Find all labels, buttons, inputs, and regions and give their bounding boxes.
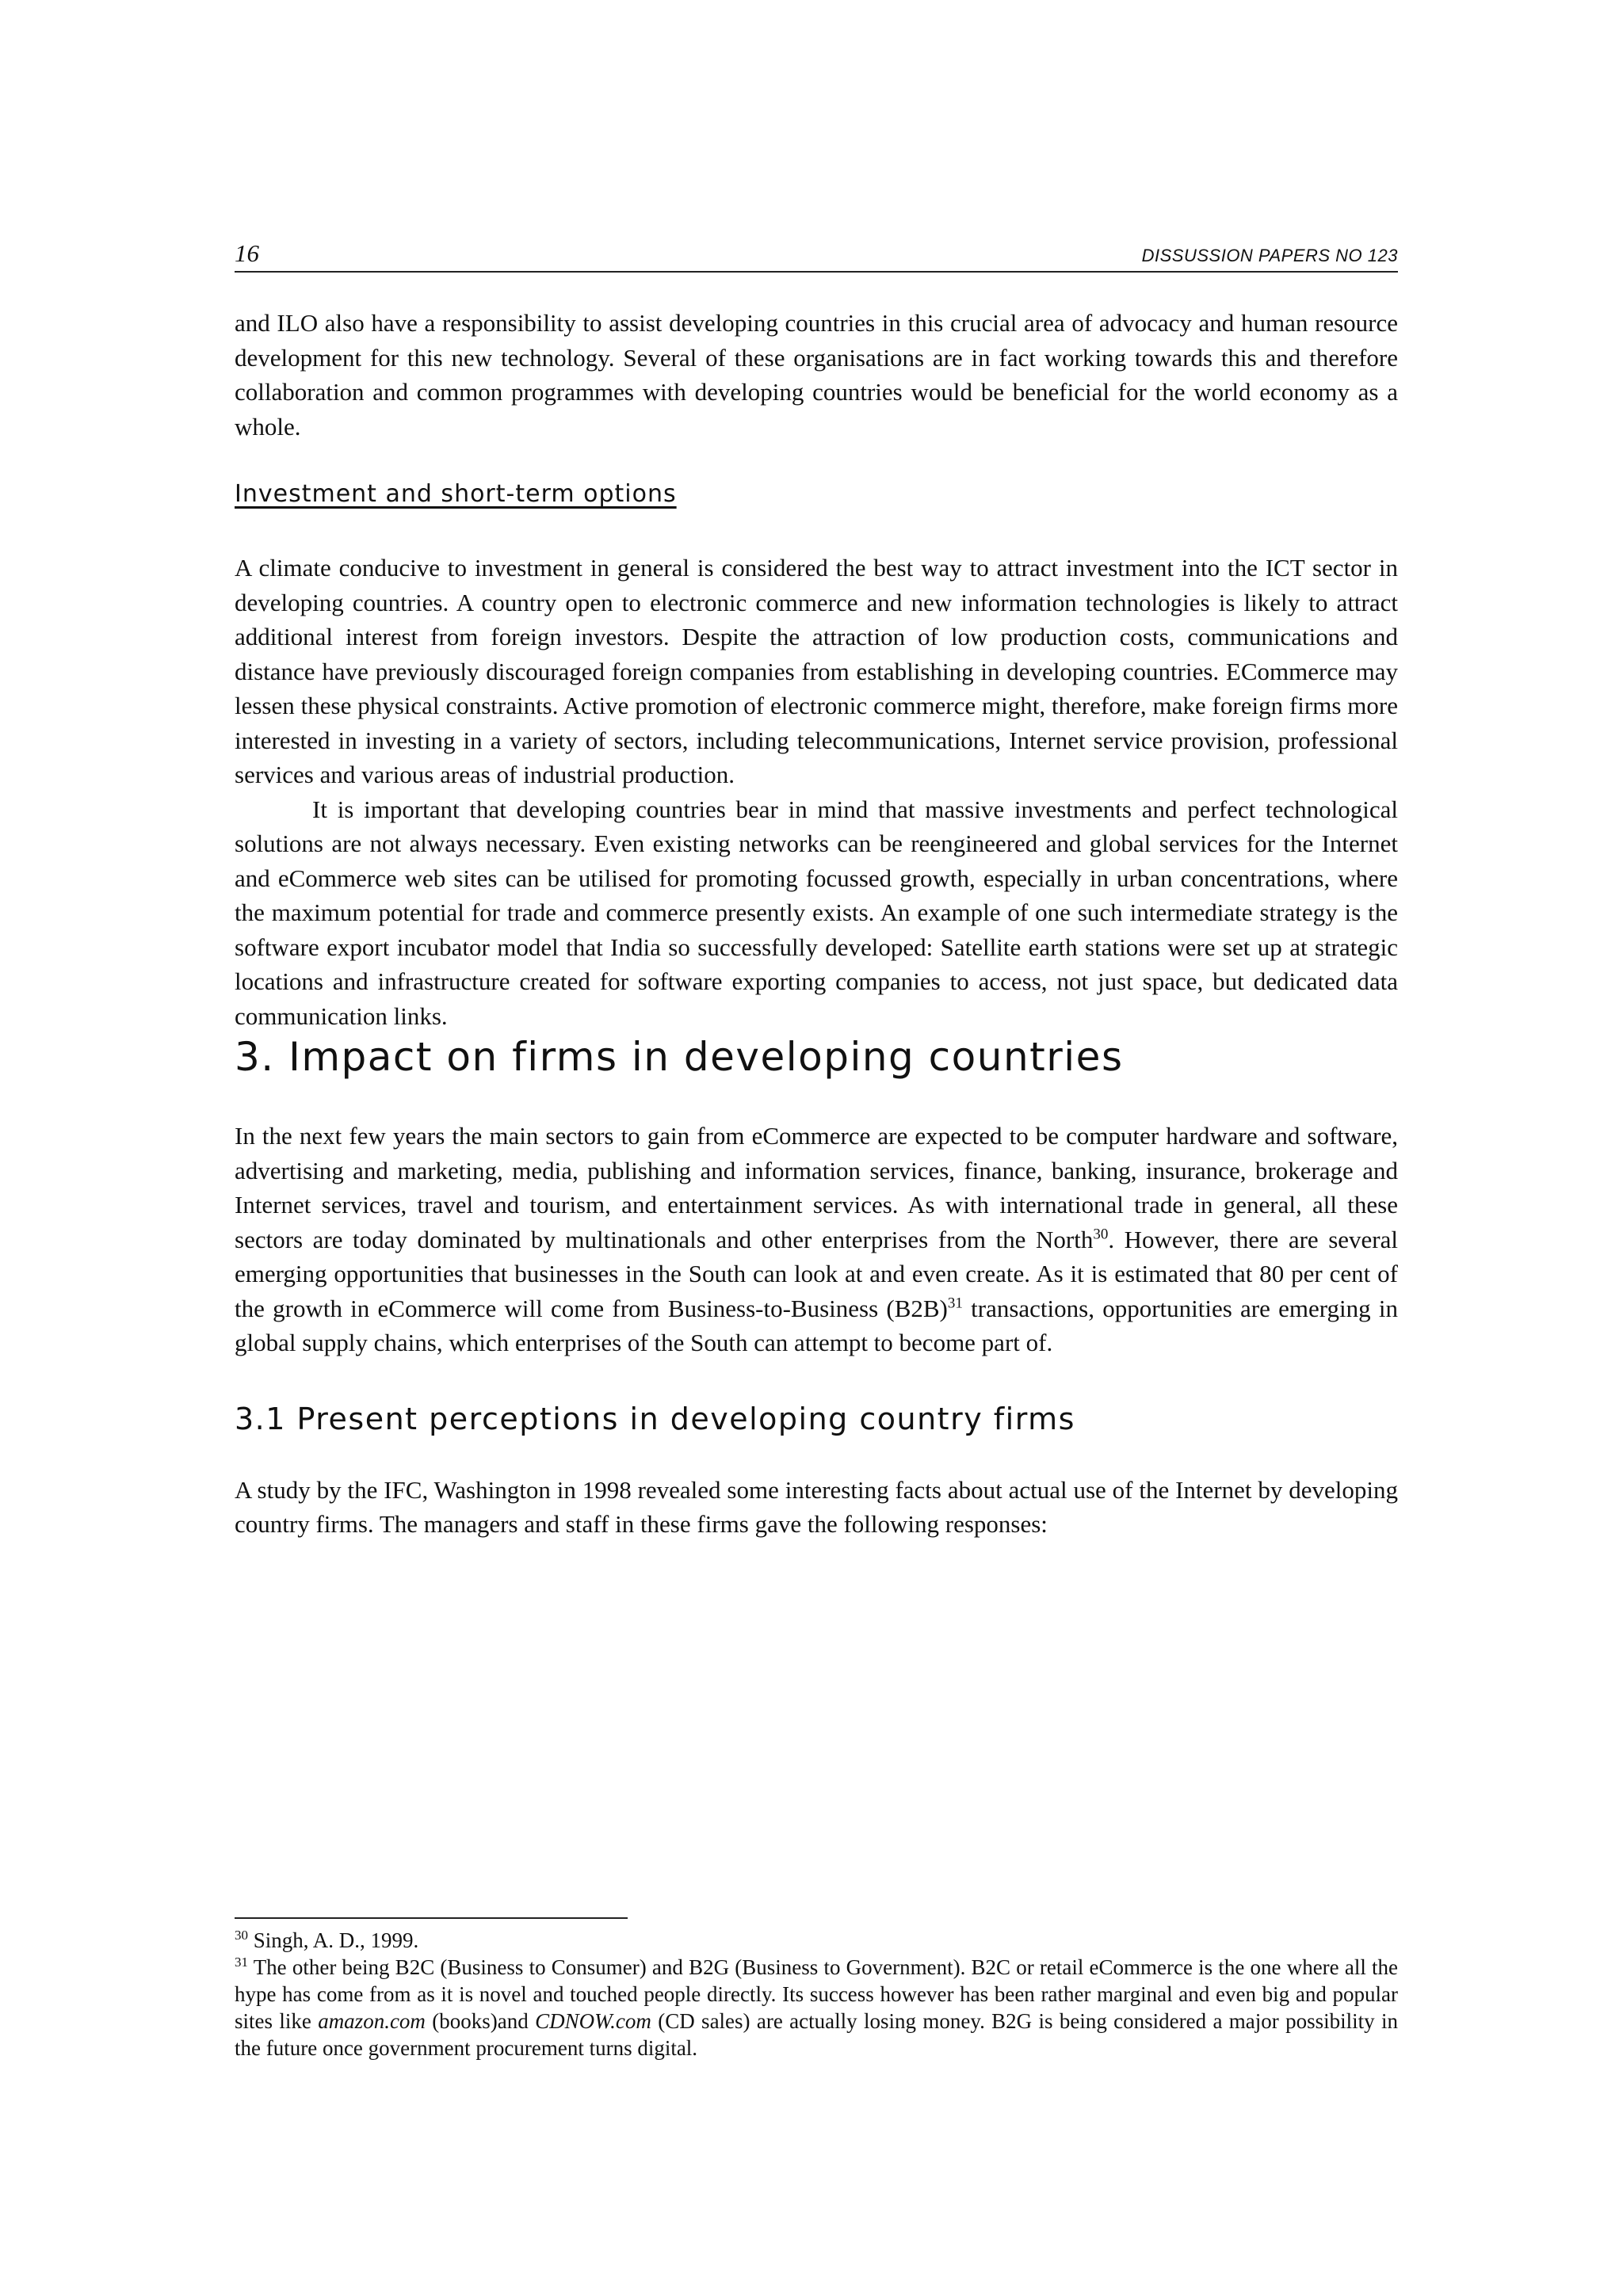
series-title: DISSUSSION PAPERS NO 123 — [1141, 246, 1398, 265]
running-header — [235, 238, 1398, 273]
footnote-divider — [235, 1917, 628, 1919]
footnote-31 — [235, 1954, 1398, 2061]
footnote-31-cdnow: CDNOW.com — [535, 2009, 651, 2033]
footnote-30-number: 30 — [235, 1928, 248, 1943]
footnote-ref-31[interactable]: 31 — [947, 1295, 963, 1312]
paragraph-intermediate-strategy: It is important that developing countries bear in mind that massive investments and perfect technological solutions are not always necessary. Even existing networks can be reengineered and global services for the Internet and eCommerce web sites can be utilised for promoting focussed growth, especially in urban concentrations, where the maximum potential for trade and commerce presently exists. An example of one such intermediate strategy is the software export incubator model that India so successfully developed: Satellite earth stations were set up at strategic locations and infrastructure created for software exporting companies to access, not just space, but dedicated data communication links. — [235, 795, 1398, 1030]
paragraph-main-sectors-part3: transactions, opportunities are emerging in global supply chains, which enterprises of the South can attempt to become part of. — [235, 1294, 1398, 1356]
section-heading-3: 3. Impact on firms in developing countries — [235, 1034, 1124, 1080]
footnote-30 — [235, 1927, 1398, 1954]
paragraph-main-sectors-part1: In the next few years the main sectors to gain from eCommerce are expected to be computer hardware and software, advertising and marketing, media, publishing and information services, finance, banking, insurance, brokerage and Internet services, travel and tourism, and entertainment services. As with international trade in general, all these sectors are today dominated by multinationals and other enterprises from the North — [235, 1122, 1398, 1253]
paragraph-advocacy: and ILO also have a responsibility to assist developing countries in this crucial area of advocacy and human resource development for this new technology. Several of these organisations are in fact working towards this and therefore collaboration and common programmes with developing countries would be beneficial for the world economy as a whole. — [235, 309, 1398, 441]
footnote-31-number: 31 — [235, 1955, 248, 1970]
footnotes — [235, 1917, 1398, 2061]
paragraph-main-sectors-part2: . However, there are several emerging opportunities that businesses in the South can look at and even create. As it is estimated that 80 per cent of the growth in eCommerce will come from Business-to-Business (B2B) — [235, 1225, 1398, 1322]
paragraph-main-sectors — [235, 1119, 1398, 1360]
page-number: 16 — [235, 239, 259, 267]
subheading-investment: Investment and short-term options — [235, 480, 677, 508]
footnote-30-text: Singh, A. D., 1999. — [248, 1928, 419, 1952]
footnote-31-text-part1: The other being B2C (Business to Consumer) and B2G (Business to Government). B2C or retail eCommerce is the one where all the hype has come from as it is novel and touched people directly. Its success however has been rather marginal and even big and popular sites like — [235, 1955, 1398, 2033]
footnote-31-amazon: amazon.com — [318, 2009, 426, 2033]
paragraph-investment-climate: A climate conducive to investment in general is considered the best way to attract investment into the ICT sector in developing countries. A country open to electronic commerce and new information technologies is likely to attract additional interest from foreign investors. Despite the attraction of low production costs, communications and distance have previously discouraged foreign companies from establishing in developing countries. ECommerce may lessen these physical constraints. Active promotion of electronic commerce might, therefore, make foreign firms more interested in investing in a variety of sectors, including telecommunications, Internet service provision, professional services and various areas of industrial production. — [235, 554, 1398, 788]
section-heading-3-1: 3.1 Present perceptions in developing country firms — [235, 1401, 1075, 1436]
footnote-31-text-part2: (books)and — [425, 2009, 536, 2033]
footnote-31-text-part3: (CD sales) are actually losing money. B2G is being considered a major possibility in the future once government procurement turns digital. — [235, 2009, 1398, 2060]
document-page — [235, 238, 1398, 1542]
paragraph-ifc-study: A study by the IFC, Washington in 1998 revealed some interesting facts about actual use of the Internet by developing country firms. The managers and staff in these firms gave the following responses: — [235, 1475, 1398, 1538]
footnote-ref-30[interactable]: 30 — [1093, 1226, 1109, 1243]
